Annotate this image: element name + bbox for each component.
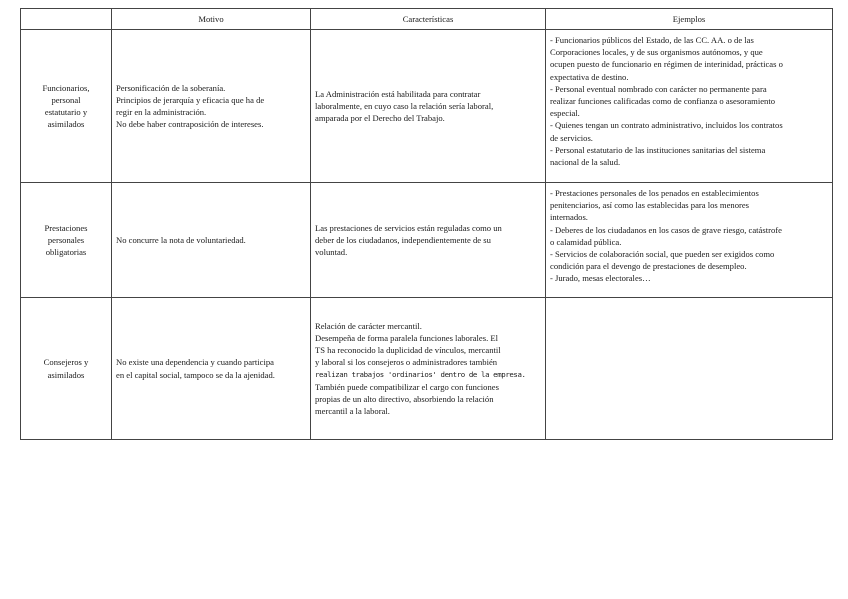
text-line: Corporaciones locales, y de sus organismos autónomos, y que	[550, 47, 763, 58]
ejemplos-cell	[546, 30, 833, 183]
text-line: - Deberes de los ciudadanos en los casos de grave riesgo, catástrofe	[550, 224, 782, 235]
row-label	[21, 183, 112, 298]
text-line: propias de un alto directivo, absorbiendo la relación	[315, 393, 494, 404]
text-line: penitenciarios, así como las establecidas para los menores	[550, 200, 750, 211]
text-line: Desempeña de forma paralela funciones laborales. El	[315, 332, 499, 343]
text-line: Principios de jerarquía y eficacia que ha de	[116, 94, 265, 105]
header-motivo: Motivo	[112, 9, 311, 30]
text-line: - Funcionarios públicos del Estado, de las CC. AA. o de las	[550, 35, 754, 45]
label-line: Funcionarios,	[42, 82, 90, 93]
text-line: regir en la administración.	[116, 107, 207, 117]
text-line: - Quienes tengan un contrato administrativo, incluidos los contratos	[550, 120, 783, 131]
text-line: realizan trabajos 'ordinarios' dentro de la empresa.	[315, 369, 526, 379]
header-ejemplos: Ejemplos	[546, 9, 833, 30]
text-line: No concurre la nota de voluntariedad.	[116, 234, 246, 245]
motivo-cell	[112, 183, 311, 298]
text-line: Las prestaciones de servicios están reguladas como un	[315, 222, 502, 233]
text-line: de servicios.	[550, 132, 593, 143]
text-line: No debe haber contraposición de intereses.	[116, 119, 264, 130]
row-label	[21, 298, 112, 440]
text-line: - Personal estatutario de las instituciones sanitarias del sistema	[550, 144, 766, 155]
text-line: especial.	[550, 108, 580, 119]
label-line: obligatorias	[45, 247, 87, 258]
label-line: asimilados	[47, 369, 85, 380]
header-caracteristicas: Características	[311, 9, 546, 30]
label-line: personales	[47, 234, 85, 245]
ejemplos-cell-empty	[546, 298, 833, 440]
text-line: o calamidad pública.	[550, 236, 622, 247]
text-line: amparada por el Derecho del Trabajo.	[315, 113, 445, 124]
label-line: asimilados	[47, 119, 85, 130]
ejemplos-cell	[546, 183, 833, 298]
table-row	[21, 298, 833, 440]
text-line: nacional de la salud.	[550, 157, 621, 168]
label-line: estatutario y	[44, 107, 88, 117]
text-line: ocupen puesto de funcionario en régimen de interinidad, prácticas o	[550, 59, 783, 70]
text-line: expectativa de destino.	[550, 71, 629, 82]
text-line: - Personal eventual nombrado con carácter no permanente para	[550, 83, 767, 94]
text-line: - Servicios de colaboración social, que pueden ser exigidos como	[550, 249, 775, 260]
motivo-cell	[112, 30, 311, 183]
table-row	[21, 30, 833, 183]
row-label	[21, 30, 112, 183]
motivo-cell	[112, 298, 311, 440]
header-empty	[21, 9, 112, 30]
label-line: personal	[51, 94, 81, 105]
text-line: voluntad.	[315, 247, 348, 258]
caracteristicas-cell	[311, 298, 546, 440]
text-line: condición para el devengo de prestaciones de desempleo.	[550, 261, 747, 272]
table-row	[21, 183, 833, 298]
text-line: La Administración está habilitada para contratar	[315, 88, 481, 99]
text-line: mercantil a la laboral.	[315, 406, 390, 417]
text-line: deber de los ciudadanos, independientemente de su	[315, 234, 491, 245]
header-row	[21, 9, 833, 30]
text-line: - Prestaciones personales de los penados en establecimientos	[550, 188, 759, 198]
text-line: Personificación de la soberanía.	[116, 82, 226, 93]
text-line: - Jurado, mesas electorales…	[550, 273, 651, 284]
text-line: laboralmente, en cuyo caso la relación sería laboral,	[315, 100, 494, 111]
label-line: Prestaciones	[44, 222, 88, 233]
text-line: No existe una dependencia y cuando participa	[116, 357, 274, 368]
text-line: y laboral si los consejeros o administradores también	[315, 357, 498, 368]
caracteristicas-cell	[311, 183, 546, 298]
text-line: realizar funciones calificadas como de confianza o asesoramiento	[550, 96, 775, 107]
text-line: Relación de carácter mercantil.	[315, 320, 422, 331]
text-line: en el capital social, tampoco se da la ajenidad.	[116, 369, 275, 380]
label-line: Consejeros y	[43, 357, 89, 368]
comparison-table	[20, 8, 833, 440]
caracteristicas-cell	[311, 30, 546, 183]
text-line: internados.	[550, 212, 588, 223]
text-line: También puede compatibilizar el cargo con funciones	[315, 381, 499, 392]
text-line: TS ha reconocido la duplicidad de vínculos, mercantil	[315, 345, 501, 356]
